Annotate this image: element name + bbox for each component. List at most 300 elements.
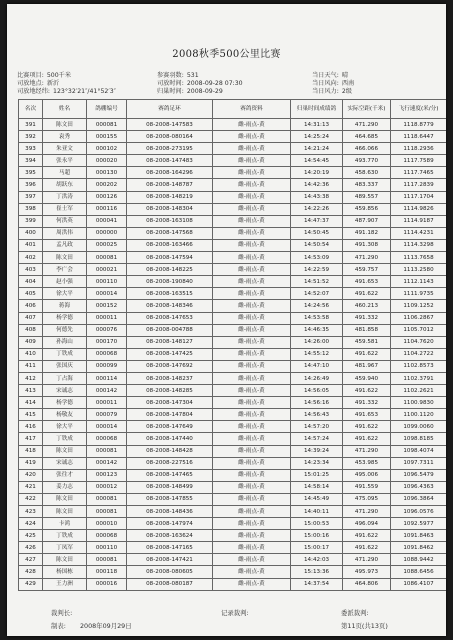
- info-cell: 雌-雨点-黄: [213, 179, 291, 191]
- rank-cell: 413: [19, 385, 43, 397]
- loft-cell: 000110: [87, 276, 127, 288]
- loft-cell: 000076: [87, 324, 127, 336]
- speed-cell: 1105.7012: [391, 324, 447, 336]
- speed-cell: 1102.8573: [391, 360, 447, 372]
- table-row: [19, 493, 447, 505]
- table-row: [19, 191, 447, 203]
- loft-cell: 000170: [87, 336, 127, 348]
- info-cell: 雌-雨点-黄: [213, 191, 291, 203]
- rank-cell: 400: [19, 227, 43, 239]
- speed-cell: 1112.1143: [391, 276, 447, 288]
- loft-cell: 000081: [87, 252, 127, 264]
- speed-cell: 1113.2580: [391, 264, 447, 276]
- distance-cell: 491.653: [343, 409, 391, 421]
- info-return-time: 归巢时间: 2008-09-29: [157, 88, 223, 95]
- col-info-header: 赛鸽资料: [213, 100, 291, 119]
- info-cell: 雌-雨点-黄: [213, 348, 291, 360]
- rank-cell: 407: [19, 312, 43, 324]
- speed-cell: 1102.2621: [391, 385, 447, 397]
- ring-cell: 08-2008-147649: [127, 421, 213, 433]
- distance-cell: 493.770: [343, 155, 391, 167]
- loft-cell: 000114: [87, 372, 127, 384]
- time-cell: 14:23:34: [291, 457, 343, 469]
- ring-cell: 08-2008-147165: [127, 542, 213, 554]
- table-row: [19, 518, 447, 530]
- speed-cell: 1118.8779: [391, 119, 447, 131]
- table-row: [19, 203, 447, 215]
- loft-cell: 000202: [87, 179, 127, 191]
- name-cell: 蒋海: [43, 300, 87, 312]
- speed-cell: 1118.2936: [391, 143, 447, 155]
- rank-cell: 425: [19, 530, 43, 542]
- table-row: [19, 215, 447, 227]
- name-cell: 陈文田: [43, 252, 87, 264]
- time-cell: 14:22:59: [291, 264, 343, 276]
- loft-cell: 000142: [87, 385, 127, 397]
- info-cell: 雌-雨点-黄: [213, 143, 291, 155]
- ring-cell: 08-2008-163624: [127, 530, 213, 542]
- table-row: [19, 131, 447, 143]
- table-row: [19, 276, 447, 288]
- info-cell: 雌-雨点-黄: [213, 252, 291, 264]
- ring-cell: 08-2008-147465: [127, 469, 213, 481]
- rank-cell: 399: [19, 215, 43, 227]
- rank-cell: 421: [19, 481, 43, 493]
- time-cell: 14:45:49: [291, 493, 343, 505]
- time-cell: 14:26:00: [291, 336, 343, 348]
- ring-cell: 08-2008-147483: [127, 155, 213, 167]
- info-cell: 雌-雨点-黄: [213, 530, 291, 542]
- table-row: [19, 300, 447, 312]
- rank-cell: 427: [19, 554, 43, 566]
- table-row: [19, 324, 447, 336]
- name-cell: 杨学德: [43, 397, 87, 409]
- speed-cell: 1117.7589: [391, 155, 447, 167]
- distance-cell: 489.557: [343, 191, 391, 203]
- distance-cell: 471.290: [343, 506, 391, 518]
- name-cell: 丁洪涛: [43, 191, 87, 203]
- loft-cell: 000016: [87, 578, 127, 590]
- info-cell: 雌-雨点-黄: [213, 227, 291, 239]
- distance-cell: 496.094: [343, 518, 391, 530]
- ring-cell: 08-2008-148436: [127, 506, 213, 518]
- info-cell: 雌-雨点-黄: [213, 276, 291, 288]
- time-cell: 14:26:49: [291, 372, 343, 384]
- name-cell: 丁占海: [43, 372, 87, 384]
- time-cell: 15:00:16: [291, 530, 343, 542]
- speed-cell: 1092.5977: [391, 518, 447, 530]
- loft-cell: 000012: [87, 481, 127, 493]
- info-cell: 雌-雨点-黄: [213, 360, 291, 372]
- distance-cell: 491.308: [343, 239, 391, 251]
- ring-cell: 08-2008-080605: [127, 566, 213, 578]
- ring-cell: 08-2008-147653: [127, 312, 213, 324]
- ring-cell: 08-2008-147855: [127, 493, 213, 505]
- info-cell: 雌-雨点-黄: [213, 288, 291, 300]
- col-ring-header: 赛鸽足环: [127, 100, 213, 119]
- name-cell: 陈文田: [43, 506, 87, 518]
- ring-cell: 08-2008-273195: [127, 143, 213, 155]
- info-cell: 雌-雨点-黄: [213, 119, 291, 131]
- info-coords: 司放地经纬: 123°32′21″/41°52′3″: [17, 88, 116, 95]
- speed-cell: 1117.1704: [391, 191, 447, 203]
- info-cell: 雌-雨点-黄: [213, 506, 291, 518]
- ring-cell: 08-2008-148428: [127, 445, 213, 457]
- loft-cell: 000081: [87, 506, 127, 518]
- rank-cell: 405: [19, 288, 43, 300]
- distance-cell: 491.622: [343, 530, 391, 542]
- made-by: 制表: 2008年09月29日: [51, 622, 132, 630]
- info-cell: 雌-雨点-黄: [213, 215, 291, 227]
- loft-cell: 000011: [87, 397, 127, 409]
- info-distance: 比赛项目: 500千米: [17, 72, 72, 79]
- name-cell: 李广会: [43, 264, 87, 276]
- table-row: [19, 264, 447, 276]
- table-row: [19, 227, 447, 239]
- table-row: [19, 312, 447, 324]
- info-cell: 雌-雨点-黄: [213, 155, 291, 167]
- distance-cell: 491.622: [343, 421, 391, 433]
- distance-cell: 491.622: [343, 288, 391, 300]
- distance-cell: 475.095: [343, 493, 391, 505]
- info-cell: 雌-雨点-黄: [213, 469, 291, 481]
- table-row: [19, 469, 447, 481]
- speed-cell: 1098.8185: [391, 433, 447, 445]
- ring-cell: 08-2008-190840: [127, 276, 213, 288]
- speed-cell: 1096.5479: [391, 469, 447, 481]
- speed-cell: 1100.1120: [391, 409, 447, 421]
- name-cell: 陈文田: [43, 554, 87, 566]
- rank-cell: 416: [19, 421, 43, 433]
- col-loft-header: 鸽棚编号: [87, 100, 127, 119]
- rank-cell: 406: [19, 300, 43, 312]
- speed-cell: 1114.9187: [391, 215, 447, 227]
- name-cell: 何洪英: [43, 215, 87, 227]
- speed-cell: 1099.0060: [391, 421, 447, 433]
- distance-cell: 481.858: [343, 324, 391, 336]
- table-row: [19, 409, 447, 421]
- speed-cell: 1091.8463: [391, 530, 447, 542]
- col-time-header: 归巢时间成绩鸽: [291, 100, 343, 119]
- time-cell: 14:22:26: [291, 203, 343, 215]
- loft-cell: 000081: [87, 445, 127, 457]
- rank-cell: 417: [19, 433, 43, 445]
- name-cell: 姜力志: [43, 481, 87, 493]
- info-cell: 雌-雨点-黄: [213, 167, 291, 179]
- speed-cell: 1096.3864: [391, 493, 447, 505]
- rank-cell: 418: [19, 445, 43, 457]
- rank-cell: 401: [19, 239, 43, 251]
- loft-cell: 000118: [87, 566, 127, 578]
- name-cell: 陈文田: [43, 445, 87, 457]
- info-cell: 雌-雨点-黄: [213, 312, 291, 324]
- distance-cell: 491.559: [343, 481, 391, 493]
- col-rank-header: 名次: [19, 100, 43, 119]
- name-cell: 宋诚志: [43, 385, 87, 397]
- col-speed-header: 飞行速度(米/分): [391, 100, 447, 119]
- distance-cell: 495.973: [343, 566, 391, 578]
- speed-cell: 1096.0576: [391, 506, 447, 518]
- rank-cell: 410: [19, 348, 43, 360]
- distance-cell: 471.290: [343, 554, 391, 566]
- page-number: 第11页(共13页): [341, 622, 388, 630]
- ring-cell: 08-2008-148499: [127, 481, 213, 493]
- time-cell: 14:43:38: [291, 191, 343, 203]
- loft-cell: 000010: [87, 518, 127, 530]
- speed-cell: 1114.9826: [391, 203, 447, 215]
- table-header-row: [19, 100, 447, 119]
- distance-cell: 459.940: [343, 372, 391, 384]
- time-cell: 14:25:24: [291, 131, 343, 143]
- rank-cell: 428: [19, 566, 43, 578]
- table-row: [19, 481, 447, 493]
- ring-cell: 08-2008-148127: [127, 336, 213, 348]
- loft-cell: 000081: [87, 554, 127, 566]
- rank-cell: 403: [19, 264, 43, 276]
- info-release-place: 司放地点: 新沂: [17, 80, 60, 87]
- speed-cell: 1102.3791: [391, 372, 447, 384]
- distance-cell: 459.581: [343, 336, 391, 348]
- distance-cell: 491.653: [343, 276, 391, 288]
- loft-cell: 000126: [87, 191, 127, 203]
- info-cell: 雌-雨点-黄: [213, 300, 291, 312]
- time-cell: 15:13:36: [291, 566, 343, 578]
- info-entries: 参赛羽数: 531: [157, 72, 199, 79]
- time-cell: 14:40:11: [291, 506, 343, 518]
- distance-cell: 491.332: [343, 312, 391, 324]
- time-cell: 14:47:37: [291, 215, 343, 227]
- table-row: [19, 179, 447, 191]
- speed-cell: 1114.4231: [391, 227, 447, 239]
- info-cell: 雌-雨点-黄: [213, 542, 291, 554]
- name-cell: 赵小强: [43, 276, 87, 288]
- ring-cell: 08-2008-148285: [127, 385, 213, 397]
- info-cell: 雌-雨点-黄: [213, 554, 291, 566]
- loft-cell: 000011: [87, 312, 127, 324]
- time-cell: 14:53:58: [291, 312, 343, 324]
- speed-cell: 1106.2867: [391, 312, 447, 324]
- distance-cell: 471.290: [343, 445, 391, 457]
- ring-cell: 08-2008-148346: [127, 300, 213, 312]
- loft-cell: 000130: [87, 167, 127, 179]
- info-cell: 雌-雨点-黄: [213, 457, 291, 469]
- distance-cell: 464.685: [343, 131, 391, 143]
- table-row: [19, 119, 447, 131]
- ring-cell: 08-2008-147568: [127, 227, 213, 239]
- time-cell: 15:01:25: [291, 469, 343, 481]
- ring-cell: 08-2008-004788: [127, 324, 213, 336]
- distance-cell: 471.290: [343, 119, 391, 131]
- loft-cell: 000025: [87, 239, 127, 251]
- ring-cell: 08-2008-147421: [127, 554, 213, 566]
- ring-cell: 08-2008-147583: [127, 119, 213, 131]
- col-distance-header: 实际空距(千米): [343, 100, 391, 119]
- loft-cell: 000068: [87, 348, 127, 360]
- speed-cell: 1098.4074: [391, 445, 447, 457]
- recorder-label: 记录裁判:: [221, 609, 249, 617]
- ring-cell: 08-2008-147425: [127, 348, 213, 360]
- time-cell: 14:31:13: [291, 119, 343, 131]
- speed-cell: 1111.9735: [391, 288, 447, 300]
- distance-cell: 459.856: [343, 203, 391, 215]
- speed-cell: 1118.6447: [391, 131, 447, 143]
- rank-cell: 391: [19, 119, 43, 131]
- info-cell: 雌-雨点-黄: [213, 445, 291, 457]
- name-cell: 丁铁成: [43, 433, 87, 445]
- info-cell: 雌-雨点-黄: [213, 336, 291, 348]
- rank-cell: 419: [19, 457, 43, 469]
- name-cell: 孙海山: [43, 336, 87, 348]
- ring-cell: 08-2008-148225: [127, 264, 213, 276]
- rank-cell: 424: [19, 518, 43, 530]
- ring-cell: 08-2008-147804: [127, 409, 213, 421]
- name-cell: 周洪伟: [43, 227, 87, 239]
- name-cell: 袁秀: [43, 131, 87, 143]
- committee-label: 委派裁判:: [341, 609, 369, 617]
- time-cell: 14:46:35: [291, 324, 343, 336]
- loft-cell: 000116: [87, 203, 127, 215]
- table-row: [19, 421, 447, 433]
- loft-cell: 000068: [87, 433, 127, 445]
- loft-cell: 000000: [87, 227, 127, 239]
- time-cell: 14:39:24: [291, 445, 343, 457]
- speed-cell: 1091.8462: [391, 542, 447, 554]
- loft-cell: 000081: [87, 119, 127, 131]
- speed-cell: 1117.7465: [391, 167, 447, 179]
- distance-cell: 481.967: [343, 360, 391, 372]
- rank-cell: 423: [19, 506, 43, 518]
- table-row: [19, 578, 447, 590]
- ring-cell: 08-2008-080187: [127, 578, 213, 590]
- name-cell: 徐大平: [43, 421, 87, 433]
- rank-cell: 398: [19, 203, 43, 215]
- distance-cell: 491.622: [343, 542, 391, 554]
- distance-cell: 471.290: [343, 252, 391, 264]
- table-row: [19, 506, 447, 518]
- name-cell: 杨学德: [43, 312, 87, 324]
- info-cell: 雌-雨点-黄: [213, 578, 291, 590]
- loft-cell: 000110: [87, 542, 127, 554]
- name-cell: 杨国栋: [43, 566, 87, 578]
- info-weather: 当日天气: 晴: [312, 72, 349, 79]
- results-sheet: [7, 4, 446, 636]
- speed-cell: 1114.3298: [391, 239, 447, 251]
- table-row: [19, 554, 447, 566]
- table-row: [19, 239, 447, 251]
- ring-cell: 08-2008-163108: [127, 215, 213, 227]
- info-cell: 雌-雨点-黄: [213, 518, 291, 530]
- name-cell: 朱亚文: [43, 143, 87, 155]
- loft-cell: 000123: [87, 469, 127, 481]
- table-row: [19, 397, 447, 409]
- table-row: [19, 288, 447, 300]
- name-cell: 王力洲: [43, 578, 87, 590]
- name-cell: 徐大平: [43, 288, 87, 300]
- time-cell: 14:50:54: [291, 239, 343, 251]
- time-cell: 15:00:17: [291, 542, 343, 554]
- ring-cell: 08-2008-163466: [127, 239, 213, 251]
- info-cell: 雌-雨点-黄: [213, 566, 291, 578]
- table-row: [19, 457, 447, 469]
- time-cell: 14:50:45: [291, 227, 343, 239]
- rank-cell: 414: [19, 397, 43, 409]
- loft-cell: 000020: [87, 155, 127, 167]
- loft-cell: 000155: [87, 131, 127, 143]
- col-name-header: 姓名: [43, 100, 87, 119]
- name-cell: 陈文田: [43, 493, 87, 505]
- time-cell: 14:54:45: [291, 155, 343, 167]
- table-row: [19, 433, 447, 445]
- info-cell: 雌-雨点-黄: [213, 131, 291, 143]
- table-row: [19, 336, 447, 348]
- time-cell: 14:53:09: [291, 252, 343, 264]
- rank-cell: 395: [19, 167, 43, 179]
- name-cell: 胡跃东: [43, 179, 87, 191]
- info-cell: 雌-雨点-黄: [213, 264, 291, 276]
- info-wind: 当日风向: 西南: [312, 80, 355, 87]
- loft-cell: 000099: [87, 360, 127, 372]
- rank-cell: 409: [19, 336, 43, 348]
- time-cell: 14:56:16: [291, 397, 343, 409]
- distance-cell: 491.622: [343, 433, 391, 445]
- rank-cell: 392: [19, 131, 43, 143]
- rank-cell: 393: [19, 143, 43, 155]
- distance-cell: 466.066: [343, 143, 391, 155]
- loft-cell: 000068: [87, 530, 127, 542]
- ring-cell: 08-2008-147974: [127, 518, 213, 530]
- table-row: [19, 542, 447, 554]
- speed-cell: 1097.7311: [391, 457, 447, 469]
- loft-cell: 000079: [87, 409, 127, 421]
- table-row: [19, 167, 447, 179]
- name-cell: 何德先: [43, 324, 87, 336]
- speed-cell: 1100.9830: [391, 397, 447, 409]
- time-cell: 14:55:12: [291, 348, 343, 360]
- info-cell: 雌-雨点-黄: [213, 385, 291, 397]
- speed-cell: 1117.2839: [391, 179, 447, 191]
- speed-cell: 1096.4363: [391, 481, 447, 493]
- info-cell: 雌-雨点-黄: [213, 372, 291, 384]
- rank-cell: 426: [19, 542, 43, 554]
- time-cell: 14:58:14: [291, 481, 343, 493]
- info-cell: 雌-雨点-黄: [213, 239, 291, 251]
- rank-cell: 422: [19, 493, 43, 505]
- rank-cell: 412: [19, 372, 43, 384]
- time-cell: 14:21:24: [291, 143, 343, 155]
- distance-cell: 487.907: [343, 215, 391, 227]
- ring-cell: 08-2008-163515: [127, 288, 213, 300]
- rank-cell: 415: [19, 409, 43, 421]
- info-cell: 雌-雨点-黄: [213, 493, 291, 505]
- table-row: [19, 348, 447, 360]
- rank-cell: 411: [19, 360, 43, 372]
- ring-cell: 08-2008-164296: [127, 167, 213, 179]
- rank-cell: 429: [19, 578, 43, 590]
- time-cell: 14:47:10: [291, 360, 343, 372]
- loft-cell: 000102: [87, 143, 127, 155]
- distance-cell: 458.630: [343, 167, 391, 179]
- distance-cell: 491.332: [343, 397, 391, 409]
- time-cell: 14:42:36: [291, 179, 343, 191]
- time-cell: 14:56:05: [291, 385, 343, 397]
- distance-cell: 460.213: [343, 300, 391, 312]
- time-cell: 14:52:07: [291, 288, 343, 300]
- time-cell: 15:00:53: [291, 518, 343, 530]
- rank-cell: 396: [19, 179, 43, 191]
- table-row: [19, 360, 447, 372]
- speed-cell: 1104.2722: [391, 348, 447, 360]
- distance-cell: 491.622: [343, 348, 391, 360]
